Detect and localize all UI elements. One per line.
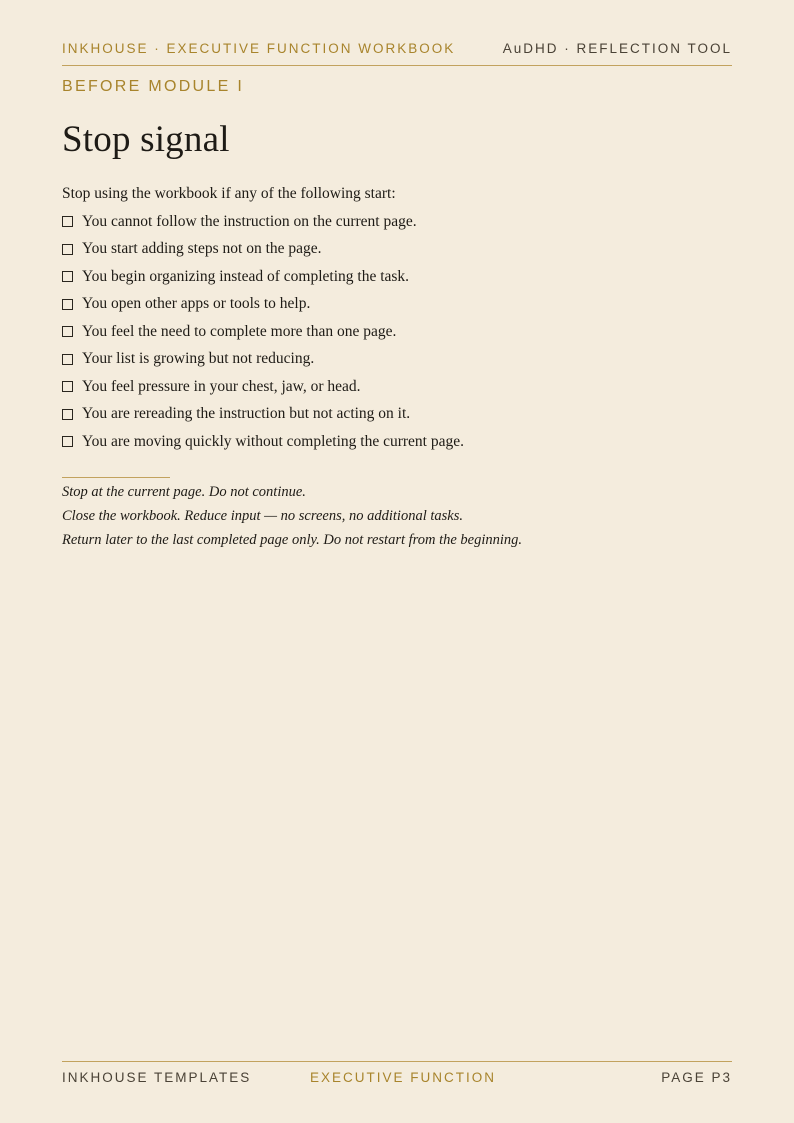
checklist-item-label: You feel pressure in your chest, jaw, or head. [82,377,361,395]
checklist-item-label: You begin organizing instead of completing the task. [82,267,410,285]
checkbox[interactable] [62,299,73,310]
checklist-item-label: You feel the need to complete more than one page. [82,322,397,340]
checkbox[interactable] [62,244,73,255]
footer-section: EXECUTIVE FUNCTION [310,1070,497,1085]
intro-text: Stop using the workbook if any of the following start: [62,185,396,202]
note-line: Return later to the last completed page only. Do not restart from the beginning. [62,532,523,548]
section-label: BEFORE MODULE I [62,78,245,95]
checklist-item [62,291,464,319]
checklist-item [62,401,464,429]
checkbox[interactable] [62,326,73,337]
note-line: Close the workbook. Reduce input — no screens, no additional tasks. [62,508,463,524]
footer-brand: INKHOUSE TEMPLATES [62,1070,252,1085]
checklist-item-label: Your list is growing but not reducing. [82,350,315,368]
page-footer [62,1061,732,1092]
checkbox[interactable] [62,216,73,227]
checkbox[interactable] [62,381,73,392]
header-tool-label: AuDHD · REFLECTION TOOL [502,41,732,56]
footer-page-number: PAGE P3 [661,1070,732,1085]
notes-block [62,481,522,553]
stop-signal-checklist [62,208,464,456]
checklist-item-label: You cannot follow the instruction on the current page. [82,212,417,230]
checklist-item-label: You are moving quickly without completing the current page. [82,432,464,450]
checklist-item [62,208,464,236]
checklist-item [62,236,464,264]
checklist-item [62,346,464,374]
note-line: Stop at the current page. Do not continue. [62,484,306,500]
checklist-item-label: You are rereading the instruction but not acting on it. [82,405,411,423]
checklist-item-label: You start adding steps not on the page. [82,240,322,258]
header-workbook-title: INKHOUSE · EXECUTIVE FUNCTION WORKBOOK [62,41,456,56]
checklist-item [62,318,464,346]
notes-divider [62,477,170,478]
checklist-item-label: You open other apps or tools to help. [82,295,311,313]
page-header [62,41,732,66]
checkbox[interactable] [62,409,73,420]
checkbox[interactable] [62,436,73,447]
checkbox[interactable] [62,354,73,365]
checkbox[interactable] [62,271,73,282]
checklist-item [62,263,464,291]
checklist-item [62,428,464,456]
page-title: Stop signal [62,119,230,160]
checklist-item [62,373,464,401]
